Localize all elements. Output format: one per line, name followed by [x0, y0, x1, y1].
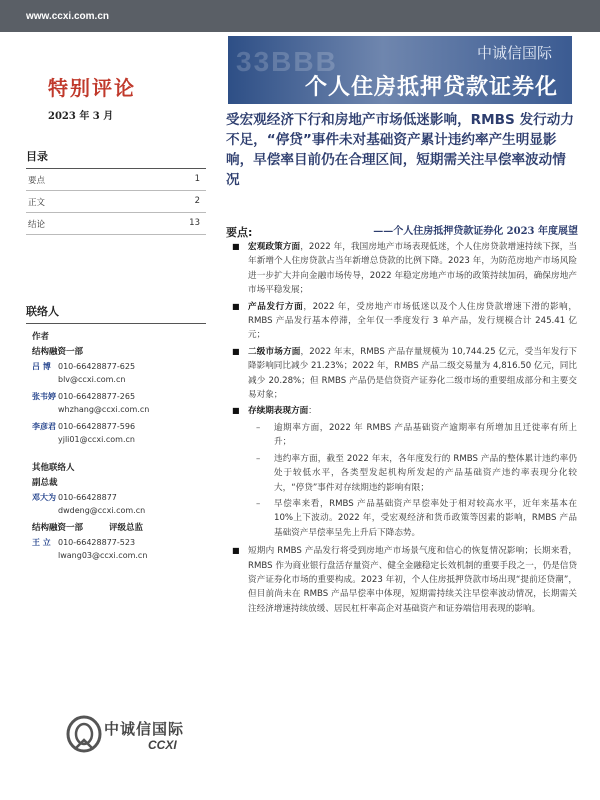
contact-email[interactable]: blv@ccxi.com.cn [58, 375, 126, 384]
bullet-square-icon: ■ [232, 242, 240, 251]
bullet-square-icon: ■ [232, 546, 240, 556]
bullet-text: ，2022 年末，RMBS 产品存量规模为 10,744.25 亿元，受当年发行下降影响同比减少 21.23%；2022 年，RMBS 产品二级交易量为 4,816.50 亿元，同比减少 20.28%；但 RMBS 产品仍是信贷资产证券化二级市场的重要组成部分和主要交易对象； [248, 346, 577, 401]
toc-item-label: 正文 [28, 198, 46, 208]
product-title: 个人住房抵押贷款证券化 [304, 75, 558, 100]
key-points-title: 要点: [226, 226, 253, 239]
list-item [232, 240, 577, 298]
contact-card [32, 536, 206, 562]
bullet-square-icon: ■ [232, 406, 240, 416]
contact-phone: 010-66428877-265 [58, 392, 136, 401]
sub-list-item [256, 452, 577, 495]
vp-label: 副总裁 [32, 478, 58, 488]
bullet-square-icon: ■ [232, 346, 240, 356]
bullet-lead: 宏观政策方面 [248, 242, 301, 252]
header-banner [228, 36, 572, 104]
top-bar [0, 0, 600, 32]
role-label: 评级总监 [109, 523, 144, 533]
bullet-lead: 存续期表现方面 [248, 406, 309, 417]
contact-card [32, 491, 206, 517]
list-item [232, 404, 577, 418]
role-row [32, 521, 206, 533]
toc-item-page: 2 [194, 196, 200, 206]
toc-item[interactable] [26, 213, 206, 235]
authors-label: 作者 [32, 332, 50, 342]
toc-item[interactable] [26, 169, 206, 191]
logo-text-cn: 中诚信国际 [104, 720, 185, 738]
contact-card [32, 390, 206, 416]
report-subtitle: ——个人住房抵押贷款证券化 2023 年度展望 [373, 226, 578, 237]
dept-label: 结构融资一部 [32, 347, 84, 357]
bullet-text: ，2022 年，受房地产市场低迷以及个人住房贷款增速下滑的影响，RMBS 产品发行基本停滞，全年仅一季度发行 3 单产品，发行规模合计 245.41 亿元； [248, 301, 577, 341]
doc-type-label: 特别评论 [48, 76, 136, 100]
contact-phone: 010-66428877-625 [58, 362, 136, 371]
sub-item-text: 违约率方面，截至 2022 年末，各年度发行的 RMBS 产品的整体累计违约率仍处于较低水平，各类型发起机构所发起的产品基础资产违约率表现分化较大，“停贷”事件对存续期违约影响有限； [274, 453, 577, 493]
dash-icon: – [256, 498, 261, 509]
contact-name: 邓大为 [32, 493, 56, 502]
sub-list-item [256, 421, 577, 450]
company-logo [64, 714, 214, 764]
bullet-text: ： [308, 406, 317, 417]
contact-name: 李彦君 [32, 422, 56, 431]
list-item [232, 544, 577, 616]
website-url[interactable]: www.ccxi.com.cn [26, 11, 109, 22]
contact-name: 张韦婷 [32, 392, 56, 401]
contact-name: 吕 博 [32, 362, 51, 371]
dash-icon: – [256, 453, 261, 464]
contact-email[interactable]: whzhang@ccxi.com.cn [58, 405, 150, 414]
toc-item-label: 要点 [28, 176, 46, 186]
bullet-square-icon: ■ [232, 301, 240, 311]
dept-label: 结构融资一部 [32, 523, 84, 533]
contact-phone: 010-66428877-523 [58, 538, 136, 547]
contact-phone: 010-66428877-596 [58, 422, 136, 431]
toc-item-page: 13 [189, 218, 200, 228]
bullet-lead: 产品发行方面 [248, 301, 304, 312]
toc-item-page: 1 [194, 174, 200, 184]
doc-date: 2023 年 3 月 [48, 111, 114, 122]
banner-decoration: 33BBB [236, 46, 338, 77]
closing-text: 短期内 RMBS 产品发行将受到房地产市场景气度和信心的恢复情况影响；长期来看，RMBS 作为商业银行盘活存量资产、健全金融稳定长效机制的重要手段之一，仍是信贷资产证券化市场的重要构成。2023 年初，个人住房抵押贷款市场出现“提前还贷潮”，但目前尚未在 RMBS 产品早偿率中体现，短期需持续关注早偿率波动情况，长期需关注经济增速持续放缓、居民杠杆率高企对基础资产和证券端信用表现的影响。 [248, 546, 577, 614]
contact-card [32, 360, 206, 386]
company-name: 中诚信国际 [476, 44, 552, 62]
toc-item-label: 结论 [28, 220, 46, 230]
bullet-text: ，2022 年，我国房地产市场表现低迷，个人住房贷款增速持续下探，当年新增个人住房贷款占当年新增总贷款的比例下降。2023 年，为防范房地产市场风险进一步扩大并向金融市场传导，2022 年稳定房地产市场的政策持续加码，确保房地产市场平稳发展； [248, 242, 577, 296]
key-points-body [232, 240, 577, 618]
contact-name: 王 立 [32, 538, 51, 547]
contact-email[interactable]: yjli01@ccxi.com.cn [58, 435, 135, 444]
list-item [232, 345, 577, 403]
toc-title: 目录 [26, 148, 206, 169]
table-of-contents [26, 148, 206, 235]
logo-text-en: CCXI [148, 738, 177, 752]
contact-phone: 010-66428877 [58, 493, 117, 502]
contacts-title: 联络人 [26, 303, 206, 324]
bullet-lead: 二级市场方面 [248, 346, 301, 357]
contact-email[interactable]: dwdeng@ccxi.com.cn [58, 506, 146, 515]
toc-item[interactable] [26, 191, 206, 213]
sub-item-text: 早偿率来看，RMBS 产品基础资产早偿率处于相对较高水平，近年来基本在 10%上下波动。2022 年，受宏观经济和货币政策等因素的影响，RMBS 产品基础资产早偿率呈先上升后下降态势。 [274, 498, 577, 538]
contacts-section [26, 303, 206, 566]
report-headline: 受宏观经济下行和房地产市场低迷影响，RMBS 发行动力不足，“停贷”事件未对基础资产累计违约率产生明显影响，早偿率目前仍在合理区间，短期需关注早偿率波动情况 [226, 112, 574, 188]
other-contacts-label: 其他联络人 [32, 463, 75, 473]
contact-card [32, 420, 206, 446]
sub-item-text: 逾期率方面，2022 年 RMBS 产品基础资产逾期率有所增加且迁徙率有所上升； [274, 422, 577, 448]
dash-icon: – [256, 422, 261, 433]
sub-list-item [256, 497, 577, 540]
list-item [232, 300, 577, 343]
contact-email[interactable]: lwang03@ccxi.com.cn [58, 551, 148, 560]
ccxi-logo-icon [64, 714, 104, 756]
